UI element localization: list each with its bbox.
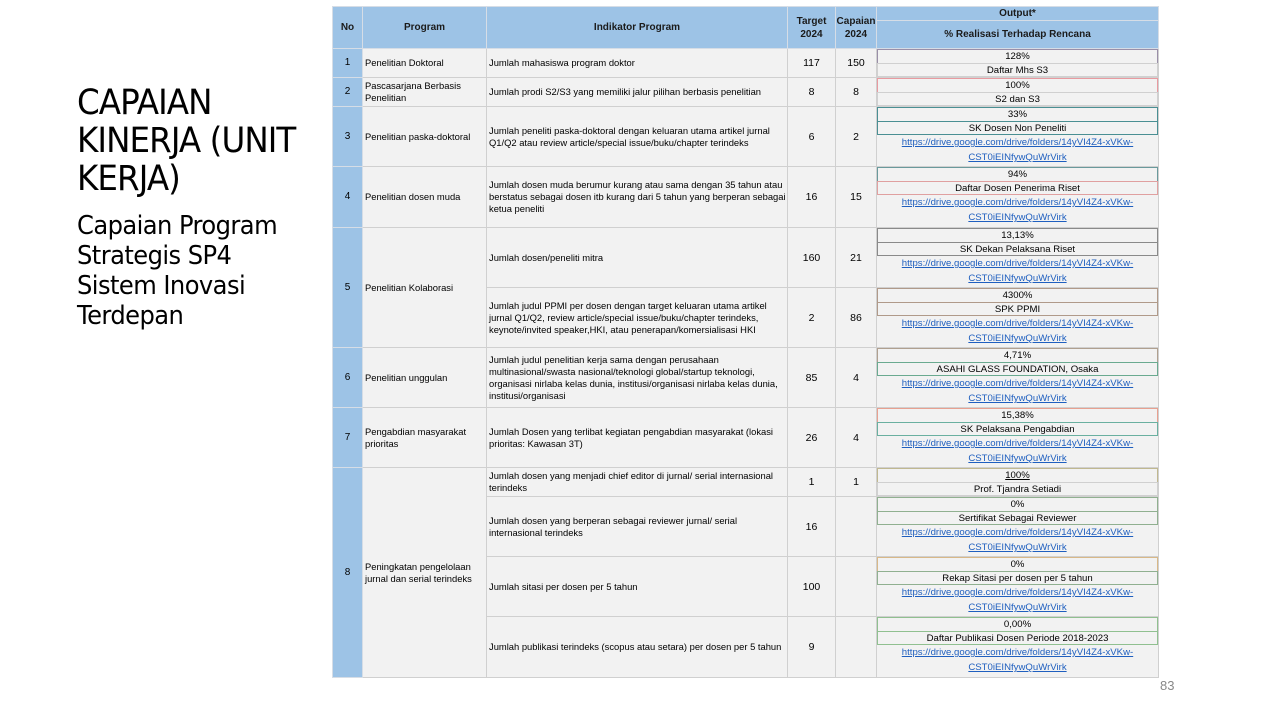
header-no: No bbox=[333, 7, 363, 49]
header-indikator: Indikator Program bbox=[487, 7, 788, 49]
row-number: 8 bbox=[333, 468, 363, 678]
kpi-table bbox=[332, 6, 1159, 678]
indikator-text: Jumlah judul PPMI per dosen dengan target keluaran utama artikel jurnal Q1/Q2, review article/special issue/buku/chapter terindeks, keynote/invited speaker,HKI, atau penerapan/komersialisasi HKI bbox=[487, 288, 788, 348]
row-number: 6 bbox=[333, 348, 363, 408]
header-program: Program bbox=[363, 7, 487, 49]
output-document: SK Dekan Pelaksana Riset bbox=[877, 242, 1158, 256]
output-cell bbox=[877, 408, 1159, 468]
drive-link-line1[interactable]: https://drive.google.com/drive/folders/14yVI4Z4-xVKw- bbox=[901, 647, 1134, 658]
output-cell bbox=[877, 78, 1159, 107]
output-cell bbox=[877, 167, 1159, 228]
target-value: 6 bbox=[788, 107, 836, 167]
output-document: SK Dosen Non Peneliti bbox=[877, 121, 1158, 135]
capaian-value: 86 bbox=[836, 288, 877, 348]
drive-link-line2[interactable]: CST0iEINfywQuWrVirk bbox=[968, 602, 1067, 613]
table-row bbox=[333, 49, 1159, 78]
drive-link-line2[interactable]: CST0iEINfywQuWrVirk bbox=[968, 152, 1067, 163]
program-name: Penelitian Kolaborasi bbox=[363, 228, 487, 348]
table-row bbox=[333, 78, 1159, 107]
row-number: 4 bbox=[333, 167, 363, 228]
header-output: Output* bbox=[877, 7, 1159, 21]
indikator-text: Jumlah publikasi terindeks (scopus atau setara) per dosen per 5 tahun bbox=[487, 617, 788, 678]
realisasi-percent: 0% bbox=[877, 557, 1158, 571]
target-value: 16 bbox=[788, 497, 836, 557]
table-row bbox=[333, 468, 1159, 497]
output-cell bbox=[877, 617, 1159, 678]
output-cell bbox=[877, 49, 1159, 78]
slide-title: CAPAIAN KINERJA (UNIT KERJA) bbox=[77, 83, 296, 199]
realisasi-percent: 0% bbox=[877, 497, 1158, 511]
capaian-value: 2 bbox=[836, 107, 877, 167]
output-document: Prof. Tjandra Setiadi bbox=[877, 482, 1158, 496]
table-row bbox=[333, 228, 1159, 288]
output-document: ASAHI GLASS FOUNDATION, Osaka bbox=[877, 362, 1158, 376]
realisasi-percent: 13,13% bbox=[877, 228, 1158, 242]
drive-link[interactable] bbox=[877, 316, 1158, 346]
capaian-value: 8 bbox=[836, 78, 877, 107]
drive-link-line1[interactable]: https://drive.google.com/drive/folders/14yVI4Z4-xVKw- bbox=[901, 197, 1134, 208]
output-document: Sertifikat Sebagai Reviewer bbox=[877, 511, 1158, 525]
row-number: 7 bbox=[333, 408, 363, 468]
table-row bbox=[333, 107, 1159, 167]
drive-link-line2[interactable]: CST0iEINfywQuWrVirk bbox=[968, 453, 1067, 464]
drive-link[interactable] bbox=[877, 585, 1158, 615]
output-cell bbox=[877, 107, 1159, 167]
drive-link-line1[interactable]: https://drive.google.com/drive/folders/14yVI4Z4-xVKw- bbox=[901, 318, 1134, 329]
output-document: Daftar Dosen Penerima Riset bbox=[877, 181, 1158, 195]
drive-link-line1[interactable]: https://drive.google.com/drive/folders/14yVI4Z4-xVKw- bbox=[901, 438, 1134, 449]
indikator-text: Jumlah Dosen yang terlibat kegiatan pengabdian masyarakat (lokasi prioritas: Kawasan 3T) bbox=[487, 408, 788, 468]
target-value: 160 bbox=[788, 228, 836, 288]
realisasi-percent: 0,00% bbox=[877, 617, 1158, 631]
drive-link-line1[interactable]: https://drive.google.com/drive/folders/14yVI4Z4-xVKw- bbox=[901, 587, 1134, 598]
output-document: Daftar Publikasi Dosen Periode 2018-2023 bbox=[877, 631, 1158, 645]
drive-link[interactable] bbox=[877, 195, 1158, 225]
row-number: 5 bbox=[333, 228, 363, 348]
indikator-text: Jumlah dosen yang menjadi chief editor di jurnal/ serial internasional terindeks bbox=[487, 468, 788, 497]
indikator-text: Jumlah mahasiswa program doktor bbox=[487, 49, 788, 78]
capaian-value: 21 bbox=[836, 228, 877, 288]
program-name: Peningkatan pengelolaan jurnal dan serial terindeks bbox=[363, 468, 487, 678]
target-value: 117 bbox=[788, 49, 836, 78]
output-cell bbox=[877, 497, 1159, 557]
drive-link-line1[interactable]: https://drive.google.com/drive/folders/14yVI4Z4-xVKw- bbox=[901, 378, 1134, 389]
indikator-text: Jumlah dosen/peneliti mitra bbox=[487, 228, 788, 288]
table-row bbox=[333, 408, 1159, 468]
capaian-value: 15 bbox=[836, 167, 877, 228]
indikator-text: Jumlah dosen muda berumur kurang atau sama dengan 35 tahun atau berstatus sebagai dosen itb kurang dari 5 tahun yang berperan sebagai ketua peneliti bbox=[487, 167, 788, 228]
target-value: 85 bbox=[788, 348, 836, 408]
output-cell bbox=[877, 557, 1159, 617]
realisasi-percent: 128% bbox=[877, 49, 1158, 63]
capaian-value: 1 bbox=[836, 468, 877, 497]
indikator-text: Jumlah dosen yang berperan sebagai reviewer jurnal/ serial internasional terindeks bbox=[487, 497, 788, 557]
capaian-value bbox=[836, 497, 877, 557]
output-document: SPK PPMI bbox=[877, 302, 1158, 316]
target-value: 16 bbox=[788, 167, 836, 228]
realisasi-percent: 15,38% bbox=[877, 408, 1158, 422]
table-row bbox=[333, 348, 1159, 408]
output-cell bbox=[877, 228, 1159, 288]
drive-link-line2[interactable]: CST0iEINfywQuWrVirk bbox=[968, 333, 1067, 344]
capaian-value bbox=[836, 557, 877, 617]
header-target: Target 2024 bbox=[788, 7, 836, 49]
drive-link-line2[interactable]: CST0iEINfywQuWrVirk bbox=[968, 393, 1067, 404]
realisasi-percent: 4300% bbox=[877, 288, 1158, 302]
realisasi-percent: 94% bbox=[877, 167, 1158, 181]
output-document: Rekap Sitasi per dosen per 5 tahun bbox=[877, 571, 1158, 585]
drive-link-line1[interactable]: https://drive.google.com/drive/folders/14yVI4Z4-xVKw- bbox=[901, 527, 1134, 538]
output-document: Daftar Mhs S3 bbox=[877, 63, 1158, 77]
target-value: 2 bbox=[788, 288, 836, 348]
capaian-value: 150 bbox=[836, 49, 877, 78]
row-number: 2 bbox=[333, 78, 363, 107]
drive-link-line2[interactable]: CST0iEINfywQuWrVirk bbox=[968, 212, 1067, 223]
target-value: 9 bbox=[788, 617, 836, 678]
realisasi-percent: 100% bbox=[877, 468, 1158, 482]
program-name: Penelitian dosen muda bbox=[363, 167, 487, 228]
header-realisasi: % Realisasi Terhadap Rencana bbox=[877, 21, 1159, 49]
output-cell bbox=[877, 468, 1159, 497]
program-name: Pascasarjana Berbasis Penelitian bbox=[363, 78, 487, 107]
drive-link[interactable] bbox=[877, 256, 1158, 286]
row-number: 3 bbox=[333, 107, 363, 167]
drive-link-line1[interactable]: https://drive.google.com/drive/folders/14yVI4Z4-xVKw- bbox=[901, 137, 1134, 148]
drive-link[interactable] bbox=[877, 645, 1158, 675]
output-cell bbox=[877, 288, 1159, 348]
target-value: 1 bbox=[788, 468, 836, 497]
drive-link[interactable] bbox=[877, 135, 1158, 165]
indikator-text: Jumlah prodi S2/S3 yang memiliki jalur pilihan berbasis penelitian bbox=[487, 78, 788, 107]
program-name: Penelitian unggulan bbox=[363, 348, 487, 408]
output-document: SK Pelaksana Pengabdian bbox=[877, 422, 1158, 436]
header-capaian: Capaian 2024 bbox=[836, 7, 877, 49]
capaian-value: 4 bbox=[836, 408, 877, 468]
table-row bbox=[333, 167, 1159, 228]
row-number: 1 bbox=[333, 49, 363, 78]
drive-link[interactable] bbox=[877, 436, 1158, 466]
drive-link[interactable] bbox=[877, 525, 1158, 555]
capaian-value bbox=[836, 617, 877, 678]
drive-link-line1[interactable]: https://drive.google.com/drive/folders/14yVI4Z4-xVKw- bbox=[901, 258, 1134, 269]
target-value: 100 bbox=[788, 557, 836, 617]
drive-link-line2[interactable]: CST0iEINfywQuWrVirk bbox=[968, 273, 1067, 284]
program-name: Pengabdian masyarakat prioritas bbox=[363, 408, 487, 468]
target-value: 26 bbox=[788, 408, 836, 468]
drive-link[interactable] bbox=[877, 376, 1158, 406]
target-value: 8 bbox=[788, 78, 836, 107]
program-name: Penelitian paska-doktoral bbox=[363, 107, 487, 167]
realisasi-percent: 4,71% bbox=[877, 348, 1158, 362]
realisasi-percent: 33% bbox=[877, 107, 1158, 121]
capaian-value: 4 bbox=[836, 348, 877, 408]
indikator-text: Jumlah peneliti paska-doktoral dengan keluaran utama artikel jurnal Q1/Q2 atau review article/special issue/buku/chapter terindeks bbox=[487, 107, 788, 167]
slide-subtitle: Capaian Program Strategis SP4 Sistem Inovasi Terdepan bbox=[77, 211, 278, 331]
program-name: Penelitian Doktoral bbox=[363, 49, 487, 78]
output-document: S2 dan S3 bbox=[877, 92, 1158, 106]
output-cell bbox=[877, 348, 1159, 408]
page-number: 83 bbox=[1160, 678, 1175, 693]
realisasi-percent: 100% bbox=[877, 78, 1158, 92]
indikator-text: Jumlah sitasi per dosen per 5 tahun bbox=[487, 557, 788, 617]
indikator-text: Jumlah judul penelitian kerja sama dengan perusahaan multinasional/swasta nasional/teknologi global/startup teknologi, organisasi nirlaba kelas dunia, institusi/organisasi nirlaba kelas dunia, institusi/organisasi bbox=[487, 348, 788, 408]
drive-link-line2[interactable]: CST0iEINfywQuWrVirk bbox=[968, 542, 1067, 553]
drive-link-line2[interactable]: CST0iEINfywQuWrVirk bbox=[968, 662, 1067, 673]
